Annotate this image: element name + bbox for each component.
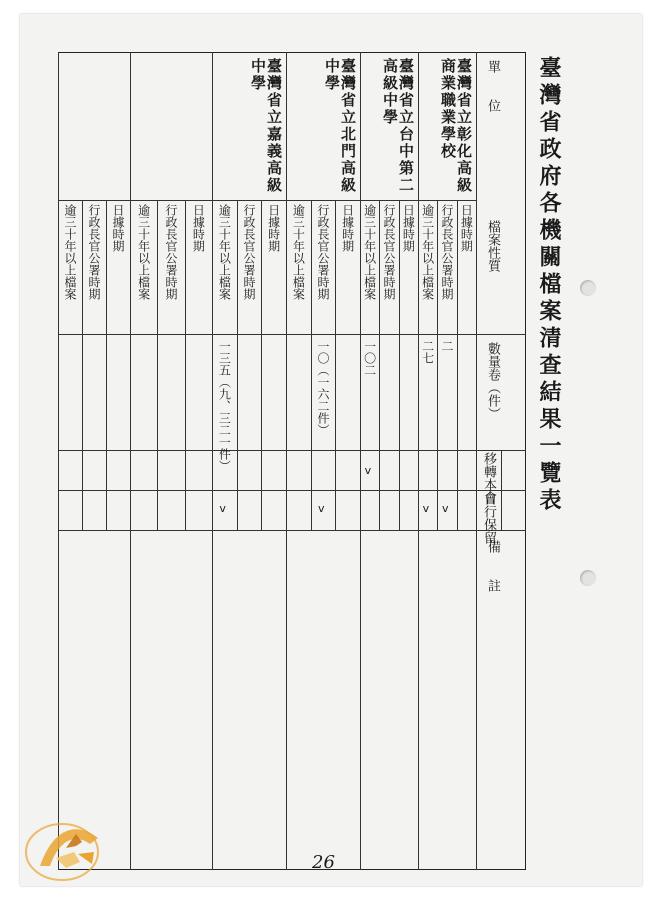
header-transfer: 移轉本會: [481, 452, 496, 504]
archive-nature: 行政長官公署時期: [316, 204, 330, 300]
header-self-keep: 自行保留: [481, 492, 496, 544]
archive-nature: 日據時期: [266, 204, 281, 252]
self-keep-mark: v: [318, 502, 325, 515]
archive-nature: 日據時期: [459, 204, 474, 252]
archive-logo-icon: [20, 808, 116, 886]
sub-column-divider: [379, 200, 380, 530]
archive-nature: 逾三十年以上檔案: [291, 204, 306, 300]
unit-divider: [286, 52, 287, 870]
archive-nature: 日據時期: [111, 204, 125, 252]
page-number: 26: [312, 852, 335, 873]
header-divider: [501, 450, 502, 530]
punch-hole: [580, 570, 596, 586]
sub-column-divider: [457, 200, 458, 530]
quantity-value: 一〇（一六二件）: [316, 340, 330, 436]
unit-name: 臺灣省立彰化高級商業職業學校: [439, 58, 473, 194]
archive-nature: 逾三十年以上檔案: [420, 204, 435, 300]
unit-divider: [58, 52, 59, 870]
quantity-value: 二: [440, 340, 454, 352]
quantity-value: 二七: [420, 340, 435, 364]
unit-name: 臺灣省立嘉義高級中學: [249, 58, 283, 194]
sub-column-divider: [237, 200, 238, 530]
sub-column-divider: [261, 200, 262, 530]
unit-divider: [360, 52, 361, 870]
archive-nature: 逾三十年以上檔案: [63, 204, 77, 300]
quantity-value: 一三五（九、三二一件）: [217, 340, 232, 472]
archive-nature: 行政長官公署時期: [440, 204, 454, 300]
band-divider: [58, 200, 476, 201]
archive-nature: 逾三十年以上檔案: [217, 204, 232, 300]
unit-divider: [130, 52, 131, 870]
archive-nature: 逾三十年以上檔案: [136, 204, 151, 300]
header-remarks: 備 註: [485, 540, 500, 592]
sub-column-divider: [82, 200, 83, 530]
transfer-mark: v: [364, 464, 372, 477]
sub-column-divider: [437, 200, 438, 530]
archive-nature: 日據時期: [340, 204, 355, 252]
sub-column-divider: [157, 200, 158, 530]
unit-divider: [418, 52, 419, 870]
archive-nature: 日據時期: [191, 204, 206, 252]
unit-name: 臺灣省立台中第二高級中學: [381, 58, 415, 194]
header-quantity: 數量卷（件）: [485, 342, 500, 420]
header-unit: 單 位: [485, 60, 500, 112]
self-keep-mark: v: [422, 502, 430, 515]
archive-nature: 日據時期: [401, 204, 416, 252]
archive-nature: 行政長官公署時期: [242, 204, 256, 300]
unit-name: 臺灣省立北門高級中學: [323, 58, 357, 194]
header-nature: 檔案性質: [485, 220, 500, 272]
sub-column-divider: [106, 200, 107, 530]
sub-column-divider: [311, 200, 312, 530]
sub-column-divider: [185, 200, 186, 530]
band-divider: [58, 530, 526, 531]
sub-column-divider: [335, 200, 336, 530]
archive-nature: 逾三十年以上檔案: [362, 204, 377, 300]
sub-column-divider: [399, 200, 400, 530]
archive-nature: 行政長官公署時期: [87, 204, 101, 300]
archive-nature: 行政長官公署時期: [382, 204, 396, 300]
quantity-value: 一〇二: [362, 340, 377, 376]
self-keep-mark: v: [219, 502, 226, 515]
self-keep-mark: v: [442, 502, 449, 515]
archive-nature: 行政長官公署時期: [164, 204, 178, 300]
unit-divider: [212, 52, 213, 870]
punch-hole: [580, 280, 596, 296]
unit-divider: [476, 52, 477, 870]
document-title: 臺灣省政府各機關檔案清查結果一覽表: [536, 56, 562, 515]
